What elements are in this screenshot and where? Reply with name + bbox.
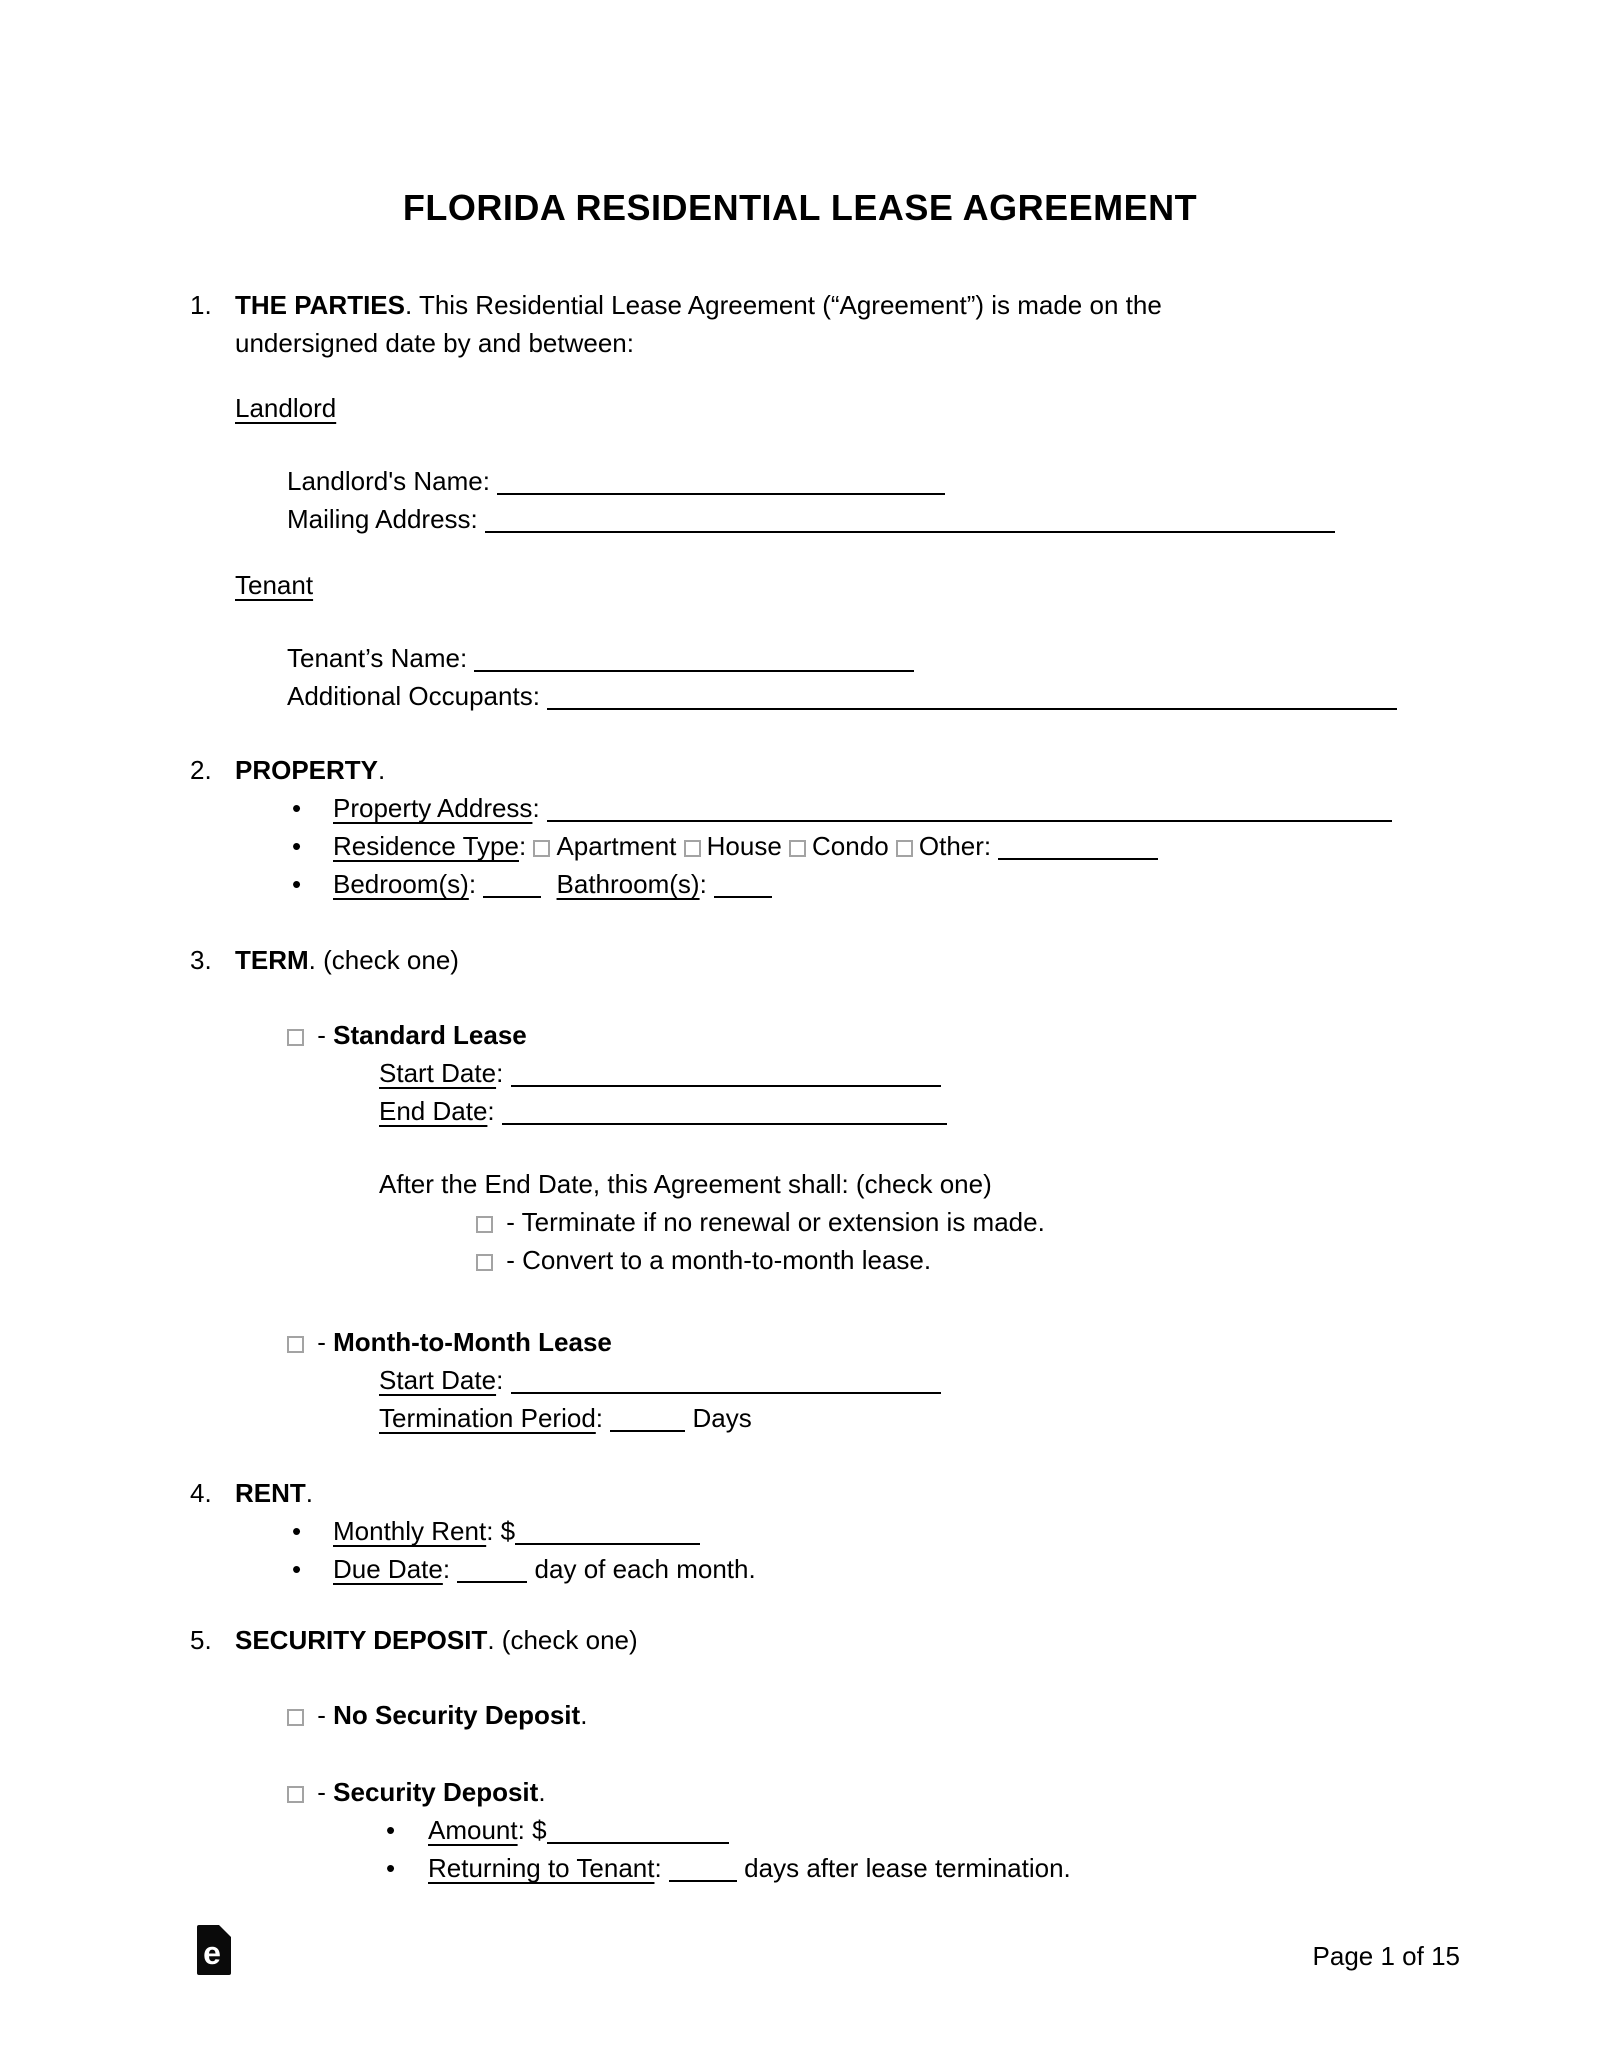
terminate-option-row: - Terminate if no renewal or extension is made.: [0, 1203, 1600, 1241]
due-date-label: Due Date: [333, 1554, 443, 1584]
security-deposit-section: [0, 1621, 1600, 1659]
security-deposit-checkbox[interactable]: [287, 1786, 304, 1803]
tenant-subheading: Tenant: [235, 570, 314, 600]
tenant-name-blank[interactable]: [474, 661, 914, 672]
bullet-icon: •: [292, 831, 302, 861]
tenant-name-label: Tenant’s Name: [287, 643, 460, 673]
standard-lease-row: - Standard Lease: [0, 1016, 1600, 1054]
residence-house-checkbox[interactable]: [684, 840, 701, 857]
bedrooms-label: Bedroom(s): [333, 869, 469, 899]
eforms-logo-icon: [197, 1925, 231, 1975]
returning-to-tenant-row: • Returning to Tenant: days after lease termination.: [0, 1849, 1600, 1887]
termination-period-row: Termination Period: Days: [379, 1403, 752, 1433]
bullet-icon: •: [292, 1554, 302, 1584]
security-deposit-heading-suffix: . (check one): [487, 1625, 638, 1655]
parties-section: [0, 286, 1600, 324]
amount-blank[interactable]: [547, 1833, 729, 1844]
termination-period-blank[interactable]: [610, 1421, 685, 1432]
due-date-suffix: day of each month.: [534, 1554, 756, 1584]
property-section-number: 2.: [190, 755, 212, 785]
monthly-rent-row: • Monthly Rent: $: [0, 1512, 1600, 1550]
residence-type-row: • Residence Type: Apartment House Condo Other:: [0, 827, 1600, 865]
parties-section-number: 1.: [190, 290, 212, 320]
returning-to-tenant-blank[interactable]: [669, 1871, 737, 1882]
after-end-date-text: After the End Date, this Agreement shall: (check one): [379, 1169, 992, 1199]
m2m-start-date-label: Start Date: [379, 1365, 497, 1395]
parties-intro-line2: undersigned date by and between:: [235, 328, 634, 358]
standard-lease-label: Standard Lease: [333, 1020, 527, 1050]
mailing-address-row: Mailing Address:: [0, 500, 1600, 538]
property-address-blank[interactable]: [547, 811, 1392, 822]
month-to-month-checkbox[interactable]: [287, 1336, 304, 1353]
term-section-number: 3.: [190, 945, 212, 975]
bullet-icon: •: [292, 869, 302, 899]
no-security-deposit-row: - No Security Deposit.: [0, 1696, 1600, 1734]
monthly-rent-blank[interactable]: [515, 1534, 700, 1545]
month-to-month-label: Month-to-Month Lease: [333, 1327, 612, 1357]
parties-intro-text: . This Residential Lease Agreement (“Agreement”) is made on the: [404, 290, 1162, 320]
month-to-month-row: - Month-to-Month Lease: [0, 1323, 1600, 1361]
amount-row: • Amount: $: [0, 1811, 1600, 1849]
standard-lease-checkbox[interactable]: [287, 1029, 304, 1046]
security-deposit-heading: SECURITY DEPOSIT: [235, 1625, 488, 1655]
residence-other-blank[interactable]: [998, 849, 1158, 860]
property-section: 2. PROPERTY.: [0, 751, 1600, 789]
parties-intro-line1: [235, 286, 1162, 324]
standard-start-date-row: Start Date:: [0, 1054, 1600, 1092]
additional-occupants-blank[interactable]: [547, 699, 1397, 710]
m2m-start-date-blank[interactable]: [511, 1383, 941, 1394]
no-security-deposit-checkbox[interactable]: [287, 1709, 304, 1726]
bullet-icon: •: [386, 1853, 396, 1883]
term-heading: TERM: [235, 945, 309, 975]
termination-days-suffix: Days: [692, 1403, 752, 1433]
bullet-icon: •: [386, 1815, 396, 1845]
bullet-icon: •: [292, 793, 302, 823]
property-heading: PROPERTY: [235, 755, 379, 785]
residence-condo-label: Condo: [812, 831, 889, 861]
start-date-blank[interactable]: [511, 1076, 941, 1087]
residence-apartment-label: Apartment: [556, 831, 677, 861]
bathrooms-blank[interactable]: [714, 887, 772, 898]
terminate-option-checkbox[interactable]: [476, 1216, 493, 1233]
end-date-blank[interactable]: [502, 1114, 947, 1125]
terminate-option-label: Terminate if no renewal or extension is made.: [521, 1207, 1045, 1237]
rent-section: 4. RENT.: [0, 1474, 1600, 1512]
returning-suffix: days after lease termination.: [744, 1853, 1071, 1883]
property-address-row: • Property Address:: [0, 789, 1600, 827]
landlord-name-blank[interactable]: [497, 484, 945, 495]
landlord-name-label: Landlord's Name: [287, 466, 483, 496]
bathrooms-label: Bathroom(s): [556, 869, 700, 899]
rent-section-number: 4.: [190, 1478, 212, 1508]
bullet-icon: •: [292, 1516, 302, 1546]
termination-period-label: Termination Period: [379, 1403, 596, 1433]
standard-end-date-row: End Date:: [0, 1092, 1600, 1130]
dollar-sign: $: [500, 1516, 516, 1546]
monthly-rent-label: Monthly Rent: [333, 1516, 487, 1546]
dollar-sign: $: [532, 1815, 547, 1845]
property-address-label: Property Address: [333, 793, 533, 823]
due-date-row: • Due Date: day of each month.: [0, 1550, 1600, 1588]
bedrooms-bathrooms-row: • Bedroom(s): Bathroom(s):: [0, 865, 1600, 903]
additional-occupants-label: Additional Occupants: [287, 681, 533, 711]
due-date-blank[interactable]: [457, 1572, 527, 1583]
convert-option-label: Convert to a month-to-month lease.: [522, 1245, 932, 1275]
additional-occupants-row: Additional Occupants:: [0, 677, 1600, 715]
bedrooms-blank[interactable]: [483, 887, 541, 898]
security-deposit-row: - Security Deposit.: [0, 1773, 1600, 1811]
parties-heading: THE PARTIES: [235, 290, 405, 320]
security-deposit-label: Security Deposit: [333, 1777, 539, 1807]
start-date-label: Start Date: [379, 1058, 497, 1088]
landlord-subheading: Landlord: [235, 393, 337, 423]
returning-to-tenant-label: Returning to Tenant: [428, 1853, 655, 1883]
convert-option-checkbox[interactable]: [476, 1254, 493, 1271]
svg-text:e: e: [203, 1935, 221, 1971]
residence-other-label: Other: [918, 831, 984, 861]
mailing-address-label: Mailing Address: [287, 504, 471, 534]
rent-heading: RENT: [235, 1478, 306, 1508]
amount-label: Amount: [428, 1815, 518, 1845]
tenant-name-row: Tenant’s Name:: [0, 639, 1600, 677]
residence-other-checkbox[interactable]: [896, 840, 913, 857]
m2m-start-date-row: Start Date:: [0, 1361, 1600, 1399]
convert-option-row: - Convert to a month-to-month lease.: [0, 1241, 1600, 1279]
term-section: [0, 941, 1600, 979]
residence-type-label: Residence Type: [333, 831, 519, 861]
mailing-address-blank[interactable]: [485, 522, 1335, 533]
security-deposit-section-number: 5.: [190, 1625, 212, 1655]
page-title: FLORIDA RESIDENTIAL LEASE AGREEMENT: [402, 187, 1198, 228]
page-number: Page 1 of 15: [1312, 1941, 1460, 1971]
end-date-label: End Date: [379, 1096, 488, 1126]
landlord-name-row: Landlord's Name:: [0, 462, 1600, 500]
residence-apartment-checkbox[interactable]: [533, 840, 550, 857]
residence-condo-checkbox[interactable]: [789, 840, 806, 857]
no-security-deposit-label: No Security Deposit: [333, 1700, 581, 1730]
term-heading-suffix: . (check one): [308, 945, 459, 975]
residence-house-label: House: [706, 831, 782, 861]
